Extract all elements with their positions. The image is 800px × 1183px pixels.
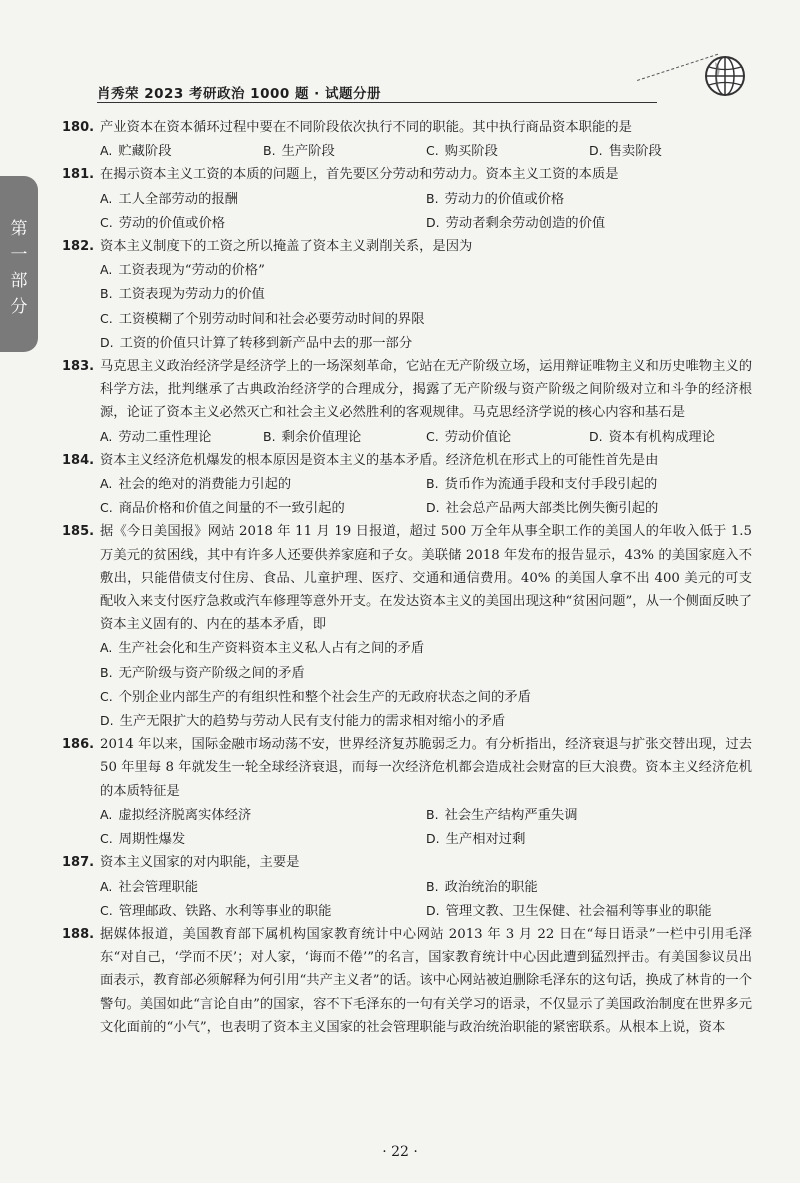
option-label: D. bbox=[100, 713, 114, 729]
answer-option bbox=[589, 139, 752, 163]
answer-option bbox=[100, 899, 426, 923]
option-label: D. bbox=[589, 428, 603, 444]
option-label: C. bbox=[100, 500, 113, 516]
answer-option bbox=[100, 282, 752, 306]
globe-icon bbox=[703, 54, 747, 98]
option-label: C. bbox=[100, 688, 113, 704]
answer-option bbox=[426, 803, 752, 827]
answer-option bbox=[100, 636, 752, 660]
option-text: 生产社会化和生产资料资本主义私人占有之间的矛盾 bbox=[118, 641, 425, 657]
question-item bbox=[62, 116, 752, 163]
part-side-tab bbox=[0, 176, 38, 352]
running-header bbox=[97, 66, 737, 106]
answer-option bbox=[589, 425, 752, 449]
question-item bbox=[62, 733, 752, 851]
option-text: 劳动价值论 bbox=[444, 429, 512, 445]
answer-option bbox=[100, 258, 752, 282]
option-label: A. bbox=[100, 428, 113, 444]
option-text: 工资的价值只计算了转移到新产品中去的那一部分 bbox=[119, 335, 413, 351]
question-number: 181. bbox=[62, 167, 95, 183]
option-group bbox=[100, 636, 752, 733]
question-stem: 产业资本在资本循环过程中要在不同阶段依次执行不同的职能。其中执行商品资本职能的是 bbox=[100, 120, 632, 135]
option-label: A. bbox=[100, 262, 113, 278]
option-text: 劳动的价值或价格 bbox=[118, 215, 226, 231]
option-text: 工人全部劳动的报酬 bbox=[118, 191, 238, 207]
answer-option bbox=[100, 496, 426, 520]
option-label: D. bbox=[426, 214, 440, 230]
question-stem: 资本主义制度下的工资之所以掩盖了资本主义剥削关系，是因为 bbox=[100, 239, 473, 255]
option-label: D. bbox=[589, 143, 603, 159]
answer-option bbox=[426, 496, 752, 520]
option-label: D. bbox=[426, 500, 440, 516]
option-label: B. bbox=[263, 428, 276, 444]
option-label: A. bbox=[100, 143, 113, 159]
option-label: B. bbox=[100, 664, 113, 680]
option-label: D. bbox=[426, 902, 440, 918]
answer-option bbox=[100, 472, 426, 496]
question-number: 186. bbox=[62, 737, 95, 753]
answer-option bbox=[100, 709, 752, 733]
option-label: C. bbox=[100, 902, 113, 918]
question-stem: 在揭示资本主义工资的本质的问题上，首先要区分劳动和劳动力。资本主义工资的本质是 bbox=[100, 167, 619, 183]
answer-option bbox=[426, 139, 589, 163]
question-item bbox=[62, 449, 752, 521]
question-stem: 据《今日美国报》网站 2018 年 11 月 19 日报道，超过 500 万全年从事全职工作的美国人的年收入低于 1.5 万美元的贫困线，其中有许多人还要供养家庭和子女。美联储 2018 年发布的报告显示，43% 的美国家庭入不敷出，只能借债支付住房、食品、儿童护理、医疗、交通和通信费用。40% 的美国人拿不出 400 美元的可支配收入来支付医疗急救或汽车修理等意外开支。在发达资本主义的美国出现这种“贫困问题”，从一个侧面反映了资本主义固有的、内在的基本矛盾，即 bbox=[100, 524, 752, 633]
option-label: C. bbox=[100, 831, 113, 847]
option-label: B. bbox=[426, 878, 439, 894]
question-item bbox=[62, 235, 752, 355]
option-label: A. bbox=[100, 476, 113, 492]
question-stem: 资本主义经济危机爆发的根本原因是资本主义的基本矛盾。经济危机在形式上的可能性首先是由 bbox=[100, 452, 659, 468]
question-number: 184. bbox=[62, 452, 95, 468]
side-tab-char: 分 bbox=[10, 297, 28, 317]
question-number: 180. bbox=[62, 120, 95, 135]
option-label: B. bbox=[263, 143, 276, 159]
answer-option bbox=[100, 331, 752, 355]
side-tab-char: 第 bbox=[10, 219, 28, 239]
answer-option bbox=[426, 875, 752, 899]
option-text: 管理邮政、铁路、水利等事业的职能 bbox=[118, 903, 332, 919]
option-label: B. bbox=[426, 806, 439, 822]
option-text: 社会生产结构严重失调 bbox=[444, 807, 578, 823]
header-rule bbox=[97, 102, 657, 103]
option-text: 劳动二重性理论 bbox=[118, 429, 212, 445]
option-label: B. bbox=[100, 286, 113, 302]
answer-option bbox=[263, 139, 426, 163]
option-text: 社会的绝对的消费能力引起的 bbox=[118, 477, 292, 493]
option-label: A. bbox=[100, 640, 113, 656]
option-group bbox=[100, 187, 752, 235]
question-item bbox=[62, 923, 752, 1039]
option-label: C. bbox=[426, 428, 439, 444]
option-text: 贮藏阶段 bbox=[118, 144, 172, 160]
side-tab-char: 部 bbox=[10, 271, 28, 291]
option-group bbox=[100, 875, 752, 923]
answer-option bbox=[426, 425, 589, 449]
question-number: 188. bbox=[62, 926, 95, 942]
option-text: 工资表现为劳动力的价值 bbox=[118, 287, 265, 303]
option-text: 货币作为流通手段和支付手段引起的 bbox=[444, 477, 658, 493]
answer-option bbox=[100, 685, 752, 709]
option-group bbox=[100, 425, 752, 449]
option-text: 生产无限扩大的趋势与劳动人民有支付能力的需求相对缩小的矛盾 bbox=[119, 714, 506, 730]
answer-option bbox=[426, 187, 752, 211]
option-label: B. bbox=[426, 476, 439, 492]
option-text: 社会总产品两大部类比例失衡引起的 bbox=[445, 501, 659, 517]
question-item bbox=[62, 851, 752, 923]
option-label: D. bbox=[100, 334, 114, 350]
side-tab-char: 一 bbox=[10, 245, 28, 265]
question-item bbox=[62, 163, 752, 235]
answer-option bbox=[100, 803, 426, 827]
option-text: 剩余价值理论 bbox=[281, 429, 362, 445]
question-stem: 2014 年以来，国际金融市场动荡不安，世界经济复苏脆弱乏力。有分析指出，经济衰退与扩张交替出现，过去 50 年里每 8 年就发生一轮全球经济衰退，而每一次经济危机都会造成社会财富的巨大浪费。资本主义经济危机的本质特征是 bbox=[100, 737, 752, 799]
option-group bbox=[100, 472, 752, 520]
question-stem: 马克思主义政治经济学是经济学上的一场深刻革命，它站在无产阶级立场，运用辩证唯物主义和历史唯物主义的科学方法，批判继承了古典政治经济学的合理成分，揭露了无产阶级与资产阶级之间阶级对立和斗争的经济根源，论证了资本主义必然灭亡和社会主义必然胜利的客观规律。马克思经济学说的核心内容和基石是 bbox=[100, 359, 752, 421]
option-text: 售卖阶段 bbox=[608, 144, 662, 160]
option-text: 无产阶级与资产阶级之间的矛盾 bbox=[118, 665, 305, 681]
option-text: 工资表现为“劳动的价格” bbox=[118, 263, 265, 279]
option-label: B. bbox=[426, 190, 439, 206]
question-number: 187. bbox=[62, 855, 95, 871]
question-stem: 据媒体报道，美国教育部下属机构国家教育统计中心网站 2013 年 3 月 22 日在“每日语录”一栏中引用毛泽东“对自己，‘学而不厌’；对人家，‘诲而不倦’”的名言，国家教育统计中心因此遭到猛烈抨击。有美国参议员出面表示，教育部必须解释为何引用“共产主义者”的话。该中心网站被迫删除毛泽东的这句话，换成了林肯的一个警句。美国如此“言论自由”的国家，容不下毛泽东的一句有关学习的语录，不仅显示了美国政治制度在世界多元文化面前的“小气”，也表明了资本主义国家的社会管理职能与政治统治职能的紧密联系。从根本上说，资本 bbox=[100, 926, 752, 1035]
answer-option bbox=[100, 875, 426, 899]
option-text: 社会管理职能 bbox=[118, 879, 199, 895]
answer-option bbox=[426, 827, 752, 851]
option-text: 购买阶段 bbox=[444, 144, 498, 160]
option-text: 政治统治的职能 bbox=[444, 879, 538, 895]
option-label: C. bbox=[426, 143, 439, 159]
option-text: 资本有机构成理论 bbox=[608, 429, 715, 445]
question-number: 185. bbox=[62, 524, 95, 540]
option-text: 个别企业内部生产的有组织性和整个社会生产的无政府状态之间的矛盾 bbox=[118, 689, 531, 705]
answer-option bbox=[426, 211, 752, 235]
option-group bbox=[100, 803, 752, 851]
answer-option bbox=[100, 211, 426, 235]
option-text: 管理文教、卫生保健、社会福利等事业的职能 bbox=[445, 903, 712, 919]
option-text: 商品价格和价值之间量的不一致引起的 bbox=[118, 501, 345, 517]
question-number: 183. bbox=[62, 359, 95, 375]
header-title: 肖秀荣 2023 考研政治 1000 题 · 试题分册 bbox=[97, 86, 381, 102]
question-item bbox=[62, 355, 752, 449]
option-text: 虚拟经济脱离实体经济 bbox=[118, 807, 252, 823]
option-text: 周期性爆发 bbox=[118, 832, 186, 848]
answer-option bbox=[426, 472, 752, 496]
option-group bbox=[100, 139, 752, 163]
option-label: C. bbox=[100, 310, 113, 326]
option-group bbox=[100, 258, 752, 355]
option-label: A. bbox=[100, 806, 113, 822]
option-text: 劳动者剩余劳动创造的价值 bbox=[445, 215, 606, 231]
answer-option bbox=[100, 827, 426, 851]
option-text: 生产阶段 bbox=[281, 144, 335, 160]
answer-option bbox=[263, 425, 426, 449]
answer-option bbox=[100, 661, 752, 685]
answer-option bbox=[100, 425, 263, 449]
option-label: A. bbox=[100, 190, 113, 206]
question-stem: 资本主义国家的对内职能，主要是 bbox=[100, 855, 300, 871]
question-item bbox=[62, 520, 752, 733]
answer-option bbox=[100, 187, 426, 211]
option-label: A. bbox=[100, 878, 113, 894]
page-number: · 22 · bbox=[382, 1144, 418, 1160]
option-text: 劳动力的价值或价格 bbox=[444, 191, 565, 207]
answer-option bbox=[426, 899, 752, 923]
question-number: 182. bbox=[62, 239, 95, 255]
option-label: D. bbox=[426, 831, 440, 847]
option-text: 工资模糊了个别劳动时间和社会必要劳动时间的界限 bbox=[118, 311, 425, 327]
answer-option bbox=[100, 139, 263, 163]
option-label: C. bbox=[100, 214, 113, 230]
answer-option bbox=[100, 307, 752, 331]
option-text: 生产相对过剩 bbox=[445, 832, 526, 848]
question-list bbox=[62, 116, 752, 1039]
